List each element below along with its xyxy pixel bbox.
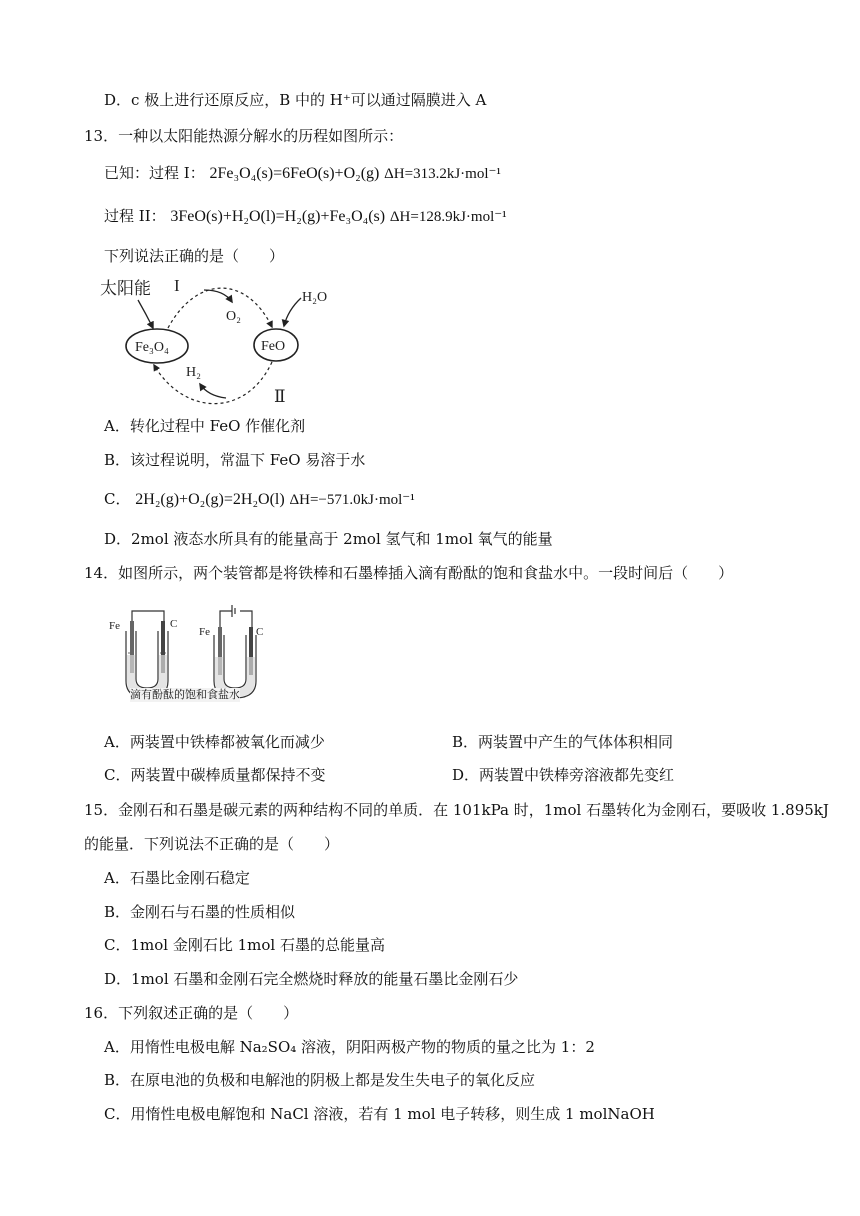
q16-option-a: A．用惰性电极电解 Na₂SO₄ 溶液，阴阳两极产物的物质的量之比为 1：2 (104, 1038, 595, 1056)
q15-option-a: A．石墨比金刚石稳定 (104, 869, 250, 887)
q14-option-a: A．两装置中铁棒都被氧化而减少 (104, 733, 325, 751)
q15-option-c: C．1mol 金刚石比 1mol 石墨的总能量高 (104, 936, 385, 954)
diagram-sun-label: 太阳能 (100, 279, 151, 299)
q15-stem-line2: 的能量．下列说法不正确的是（ ） (84, 835, 340, 853)
q13-process2-line (104, 206, 507, 227)
q16-option-b: B．在原电池的负极和电解池的阴极上都是发生失电子的氧化反应 (104, 1071, 536, 1089)
q16-stem: 16．下列叙述正确的是（ ） (84, 1004, 299, 1022)
diagram-process1-arrow (168, 288, 272, 328)
fig-fe-label-2: Fe (199, 626, 210, 638)
diagram-h2-arrow (200, 384, 226, 398)
fig-c-label-2: C (256, 626, 264, 638)
fig-c-label-1: C (170, 618, 178, 630)
fig-fe-label-1: Fe (109, 620, 120, 632)
q14-stem: 14．如图所示，两个装管都是将铁棒和石墨棒插入滴有酚酞的饱和食盐水中。一段时间后（ ） (84, 564, 734, 582)
q13-eq2: 3FeO(s)+H₂O(l)=H₂(g)+Fe₃O₄(s) (170, 208, 386, 225)
diagram-process2-arrow (154, 362, 272, 404)
q13-option-c-label: C． (104, 490, 131, 508)
q14-figure-caption: 滴有酚酞的饱和食盐水 (130, 688, 240, 701)
q15-option-d: D．1mol 石墨和金刚石完全燃烧时释放的能量石墨比金刚石少 (104, 970, 519, 988)
q13-prompt: 下列说法正确的是（ ） (104, 247, 285, 265)
q14-option-d: D．两装置中铁棒旁溶液都先变红 (452, 766, 675, 784)
diagram-h2o-label: H₂O (302, 290, 328, 305)
q13-process2-label: 过程 II： (104, 207, 166, 225)
q13-stem: 13．一种以太阳能热源分解水的历程如图所示： (84, 127, 404, 145)
diagram-h2o-arrow (284, 298, 301, 326)
q12-option-d: D．c 极上进行还原反应，B 中的 H⁺可以通过隔膜进入 A (104, 91, 487, 109)
q13-option-b: B．该过程说明，常温下 FeO 易溶于水 (104, 451, 366, 469)
q13-option-c (104, 489, 415, 510)
q13-eq1-dh: ΔH=313.2kJ·mol⁻¹ (384, 166, 501, 182)
q13-cycle-diagram (96, 276, 336, 406)
diagram-o2-label: O₂ (226, 309, 241, 324)
q13-eq2-dh: ΔH=128.9kJ·mol⁻¹ (389, 209, 507, 225)
q15-option-b: B．金刚石与石墨的性质相似 (104, 903, 296, 921)
diagram-fe3o4-label: Fe₃O₄ (135, 340, 169, 355)
q13-option-c-dh: ΔH=−571.0kJ·mol⁻¹ (289, 492, 415, 508)
q13-known-label: 已知：过程 I： (104, 164, 205, 182)
diagram-roman-2: Ⅱ (274, 387, 286, 406)
q13-eq1: 2Fe₃O₄(s)=6FeO(s)+O₂(g) (209, 165, 380, 182)
q13-option-d: D．2mol 液态水所具有的能量高于 2mol 氢气和 1mol 氧气的能量 (104, 530, 553, 548)
diagram-h2-label: H₂ (186, 365, 201, 380)
diagram-sun-arrow (138, 300, 153, 328)
q15-stem-line1: 15．金刚石和石墨是碳元素的两种结构不同的单质．在 101kPa 时，1mol 石墨转化为金刚石，要吸收 1.895kJ (84, 801, 829, 819)
q16-option-c: C．用惰性电极电解饱和 NaCl 溶液，若有 1 mol 电子转移，则生成 1 molNaOH (104, 1105, 655, 1123)
q14-option-c: C．两装置中碳棒质量都保持不变 (104, 766, 326, 784)
q13-known-line (104, 163, 501, 184)
q13-option-c-eq: 2H₂(g)+O₂(g)=2H₂O(l) (135, 491, 285, 508)
diagram-feo-label: FeO (261, 339, 286, 354)
q13-option-a: A．转化过程中 FeO 作催化剂 (104, 417, 306, 435)
diagram-o2-arrow (204, 290, 232, 302)
q14-option-b: B．两装置中产生的气体体积相同 (452, 733, 674, 751)
diagram-roman-1: I (174, 276, 180, 295)
